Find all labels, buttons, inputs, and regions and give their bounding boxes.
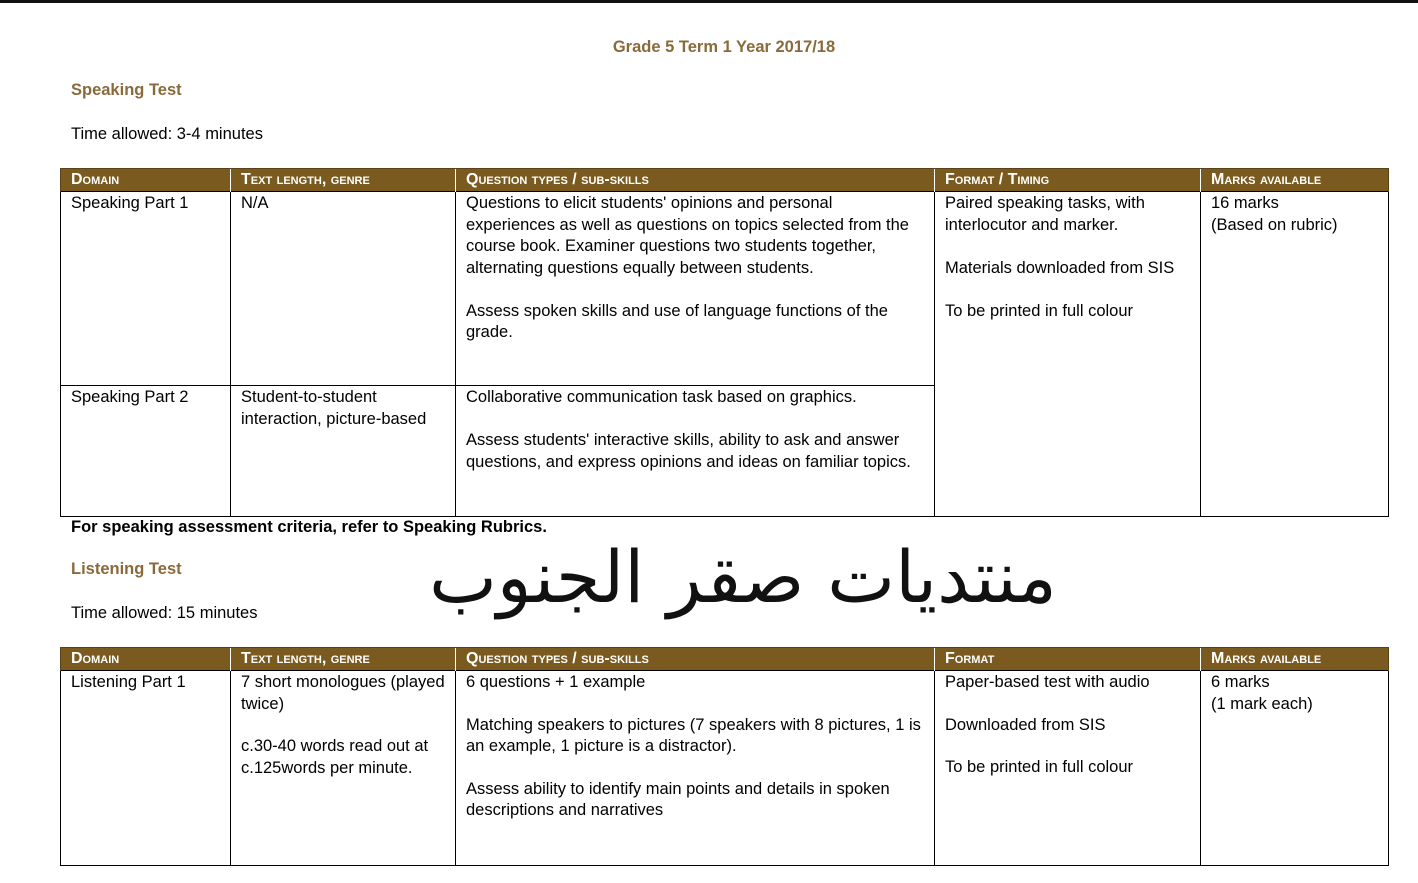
speaking-test-heading: Speaking Test xyxy=(71,81,182,99)
header-question-types: Question types / sub-skills xyxy=(456,648,935,671)
header-question-types: Question types / sub-skills xyxy=(456,169,935,192)
question-types-cell xyxy=(456,192,935,386)
question-types-text: Assess students' interactive skills, ability to ask and answer questions, and express opinions and ideas on familiar topics. xyxy=(466,431,911,471)
header-marks-available: Marks available xyxy=(1201,648,1389,671)
marks-value: 6 marks xyxy=(1211,673,1270,691)
question-types-text: 6 questions + 1 example xyxy=(466,673,646,691)
text-length-text: c.30-40 words read out at c.125words per minute. xyxy=(241,737,429,777)
text-length-text: 7 short monologues (played twice) xyxy=(241,673,445,713)
text-length-cell: N/A xyxy=(231,192,456,386)
question-types-text: Questions to elicit students' opinions and personal experiences as well as questions on topics selected from the course book. Examiner questions two students together, alternating questions equally between students. xyxy=(466,194,909,277)
forum-watermark: منتديات صقر الجنوب xyxy=(429,535,1057,619)
speaking-test-table xyxy=(60,168,1389,517)
listening-test-heading: Listening Test xyxy=(71,560,182,578)
listening-table-header-row xyxy=(61,648,1389,671)
format-cell xyxy=(935,671,1201,866)
question-types-text: Collaborative communication task based on graphics. xyxy=(466,388,857,406)
listening-time-allowed: Time allowed: 15 minutes xyxy=(71,604,258,622)
question-types-text: Assess spoken skills and use of language functions of the grade. xyxy=(466,301,888,341)
question-types-text: Assess ability to identify main points and details in spoken descriptions and narratives xyxy=(466,779,890,819)
marks-note: (1 mark each) xyxy=(1211,694,1313,713)
header-domain: Domain xyxy=(61,648,231,671)
question-types-cell xyxy=(456,671,935,866)
format-text: Materials downloaded from SIS xyxy=(945,258,1175,277)
speaking-time-allowed: Time allowed: 3-4 minutes xyxy=(71,125,263,143)
text-length-cell xyxy=(231,671,456,866)
header-text-length: Text length, genre xyxy=(231,648,456,671)
header-format: Format xyxy=(935,648,1201,671)
table-row xyxy=(61,192,1389,386)
marks-value: 16 marks xyxy=(1211,194,1279,212)
format-timing-cell xyxy=(935,192,1201,517)
top-border xyxy=(0,0,1418,3)
text-length-cell: Student-to-student interaction, picture-based xyxy=(231,386,456,517)
header-text-length: Text length, genre xyxy=(231,169,456,192)
format-text: Paired speaking tasks, with interlocutor and marker. xyxy=(945,194,1145,234)
marks-cell xyxy=(1201,192,1389,517)
domain-cell: Listening Part 1 xyxy=(61,671,231,866)
question-types-cell xyxy=(456,386,935,517)
header-domain: Domain xyxy=(61,169,231,192)
header-format-timing: Format / Timing xyxy=(935,169,1201,192)
header-marks-available: Marks available xyxy=(1201,169,1389,192)
question-types-text: Matching speakers to pictures (7 speakers with 8 pictures, 1 is an example, 1 picture is a distractor). xyxy=(466,715,921,755)
format-text: Downloaded from SIS xyxy=(945,715,1106,734)
speaking-criteria-note: For speaking assessment criteria, refer to Speaking Rubrics. xyxy=(71,518,547,536)
format-text: To be printed in full colour xyxy=(945,758,1134,776)
marks-cell xyxy=(1201,671,1389,866)
marks-note: (Based on rubric) xyxy=(1211,215,1338,234)
format-text: Paper-based test with audio xyxy=(945,673,1150,691)
domain-cell: Speaking Part 2 xyxy=(61,386,231,517)
speaking-table-header-row xyxy=(61,169,1389,192)
format-text: To be printed in full colour xyxy=(945,301,1134,320)
domain-cell: Speaking Part 1 xyxy=(61,192,231,386)
table-row xyxy=(61,671,1389,866)
listening-test-table xyxy=(60,647,1389,866)
document-title: Grade 5 Term 1 Year 2017/18 xyxy=(612,38,836,56)
